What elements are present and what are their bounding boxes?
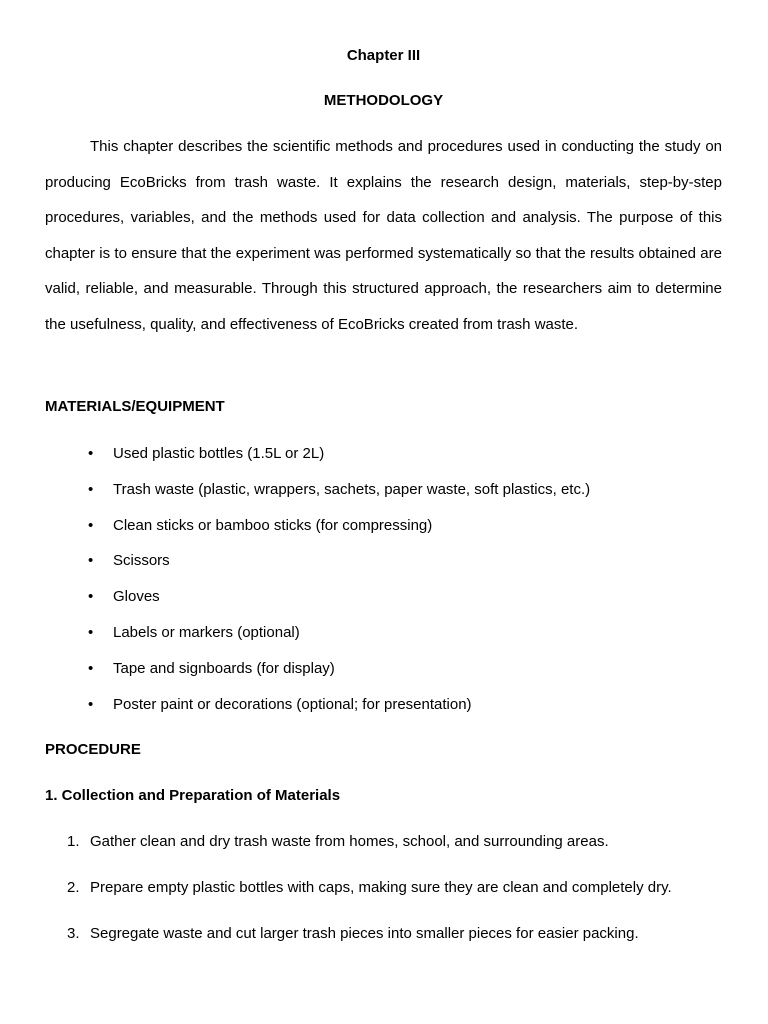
step-text: Segregate waste and cut larger trash pieces into smaller pieces for easier packing.	[90, 925, 639, 942]
list-item-text: Scissors	[113, 552, 170, 570]
bullet-icon: •	[88, 623, 94, 641]
list-item	[45, 870, 672, 916]
materials-list	[45, 436, 590, 722]
step-text: Prepare empty plastic bottles with caps, making sure they are clean and completely dry.	[90, 879, 672, 896]
list-item-text: Clean sticks or bamboo sticks (for compressing)	[113, 516, 433, 534]
list-item-text: Tape and signboards (for display)	[113, 659, 335, 677]
step-number: 1.	[67, 833, 80, 850]
bullet-icon: •	[88, 552, 94, 570]
list-item	[45, 579, 590, 615]
list-item	[45, 916, 672, 962]
intro-paragraph: This chapter describes the scientific methods and procedures used in conducting the study on producing EcoBricks from trash waste. It explains the research design, materials, step-by-step procedures, variables, and the methods used for data collection and analysis. The purpose of this chapter is to ensure that the experiment was performed systematically so that the results obtained are valid, reliable, and measurable. Through this structured approach, the researchers aim to determine the usefulness, quality, and effectiveness of EcoBricks created from trash waste.	[45, 138, 722, 333]
list-item-text: Poster paint or decorations (optional; for presentation)	[113, 695, 472, 713]
list-item	[45, 824, 672, 870]
bullet-icon: •	[88, 659, 94, 677]
bullet-icon: •	[88, 588, 94, 606]
list-item-text: Labels or markers (optional)	[113, 623, 300, 641]
list-item-text: Gloves	[113, 588, 160, 606]
procedure-heading: PROCEDURE	[45, 741, 141, 758]
list-item	[45, 508, 590, 544]
step-number: 3.	[67, 925, 80, 942]
steps-list	[45, 824, 672, 962]
list-item	[45, 651, 590, 687]
list-item-text: Trash waste (plastic, wrappers, sachets, paper waste, soft plastics, etc.)	[113, 480, 591, 498]
bullet-icon: •	[88, 445, 94, 462]
list-item	[45, 472, 590, 508]
step-heading: 1. Collection and Preparation of Materials	[45, 787, 341, 804]
step-number: 2.	[67, 879, 80, 896]
step-text: Gather clean and dry trash waste from homes, school, and surrounding areas.	[90, 833, 609, 850]
list-item	[45, 615, 590, 651]
bullet-icon: •	[88, 695, 94, 713]
bullet-icon: •	[88, 516, 94, 534]
list-item	[45, 543, 590, 579]
section-title: METHODOLOGY	[323, 92, 444, 109]
list-item	[45, 436, 590, 472]
bullet-icon: •	[88, 480, 94, 498]
list-item	[45, 687, 590, 723]
list-item-text: Used plastic bottles (1.5L or 2L)	[113, 445, 325, 462]
materials-heading: MATERIALS/EQUIPMENT	[45, 398, 225, 415]
chapter-label: Chapter III	[346, 47, 421, 64]
